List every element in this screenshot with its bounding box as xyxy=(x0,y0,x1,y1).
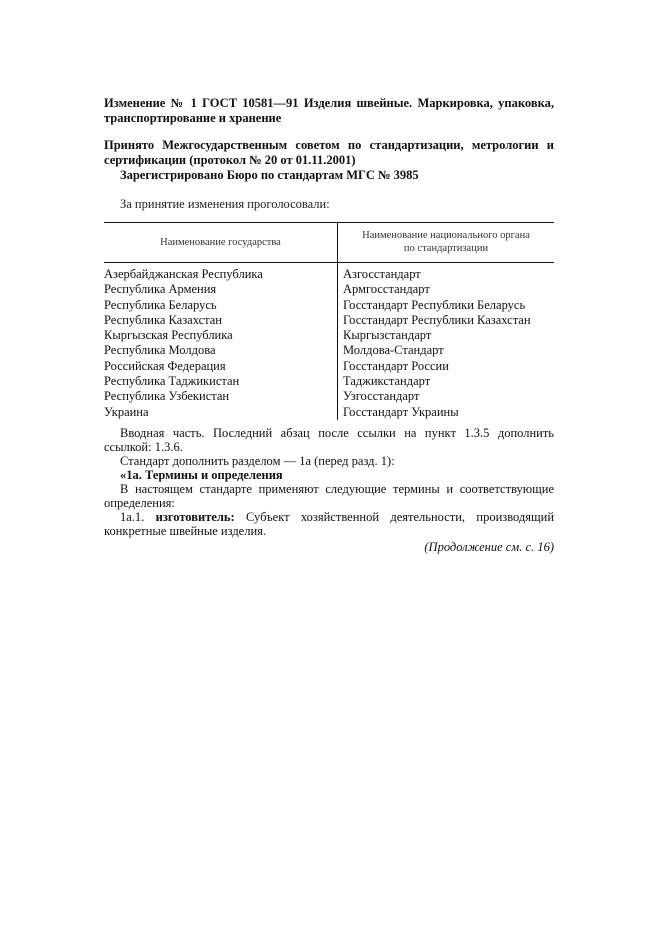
table-row xyxy=(104,374,554,389)
state-cell: Республика Таджикистан xyxy=(104,374,338,389)
state-cell: Республика Молдова xyxy=(104,343,338,358)
term-definition: Субъект хозяйственной деятельности, производящий конкретные швейные изделия. xyxy=(104,509,555,538)
standards-body-cell: Молдова-Стандарт xyxy=(343,343,444,358)
table-header-row xyxy=(104,223,554,263)
standards-body-cell: Госстандарт Республики Казахстан xyxy=(343,312,531,327)
section-heading: «1а. Термины и определения xyxy=(120,467,283,482)
continuation-note: (Продолжение см. с. 16) xyxy=(424,539,554,554)
state-cell: Азербайджанская Республика xyxy=(104,263,338,283)
table-row xyxy=(104,298,554,313)
standards-body-cell: Госстандарт Республики Беларусь xyxy=(343,297,526,312)
state-cell: Республика Казахстан xyxy=(104,313,338,328)
table-row xyxy=(104,263,554,283)
section-text: В настоящем стандарте применяют следующие термины и соответствующие определения: xyxy=(104,481,554,510)
standards-body-cell: Армгосстандарт xyxy=(343,282,430,297)
document-page xyxy=(104,96,554,554)
state-column-header: Наименование государства xyxy=(104,223,338,263)
table-row xyxy=(104,389,554,404)
standards-body-cell: Узгосстандарт xyxy=(343,389,420,404)
state-cell: Республика Армения xyxy=(104,282,338,297)
state-cell: Республика Беларусь xyxy=(104,298,338,313)
term-name: изготовитель: xyxy=(155,509,235,524)
standards-body-header-text: Наименование национального органа по стандартизации xyxy=(362,230,530,254)
amendment-title: Изменение № 1 ГОСТ 10581—91 Изделия швейные. Маркировка, упаковка, транспортирование и хранение xyxy=(104,96,554,125)
table-row xyxy=(104,313,554,328)
standards-body-column-header xyxy=(338,223,555,263)
add-section-paragraph: Стандарт дополнить разделом — 1а (перед разд. 1): xyxy=(120,453,395,468)
state-cell: Российская Федерация xyxy=(104,359,338,374)
table-row xyxy=(104,328,554,343)
adopted-statement: Принято Межгосударственным советом по стандартизации, метрологии и сертификации (протокол № 20 от 01.11.2001) xyxy=(104,138,554,167)
table-row xyxy=(104,405,554,420)
vote-intro: За принятие изменения проголосовали: xyxy=(120,197,330,211)
standards-body-cell: Госстандарт Украины xyxy=(343,404,459,419)
registration-statement: Зарегистрировано Бюро по стандартам МГС № 3985 xyxy=(120,168,419,182)
table-row xyxy=(104,359,554,374)
state-cell: Кыргызская Республика xyxy=(104,328,338,343)
voting-table xyxy=(104,222,554,420)
standards-body-cell: Азгосстандарт xyxy=(343,267,421,281)
table-row xyxy=(104,343,554,358)
term-definition-paragraph xyxy=(104,510,554,538)
standards-body-cell: Госстандарт России xyxy=(343,358,449,373)
state-cell: Республика Узбекистан xyxy=(104,389,338,404)
term-number: 1а.1. xyxy=(120,509,145,524)
state-cell: Украина xyxy=(104,405,338,420)
table-row xyxy=(104,282,554,297)
standards-body-cell: Кыргызстандарт xyxy=(343,328,432,343)
intro-part-paragraph: Вводная часть. Последний абзац после ссылки на пункт 1.3.5 дополнить ссылкой: 1.3.6. xyxy=(104,425,554,454)
standards-body-cell: Таджикстандарт xyxy=(343,374,431,389)
